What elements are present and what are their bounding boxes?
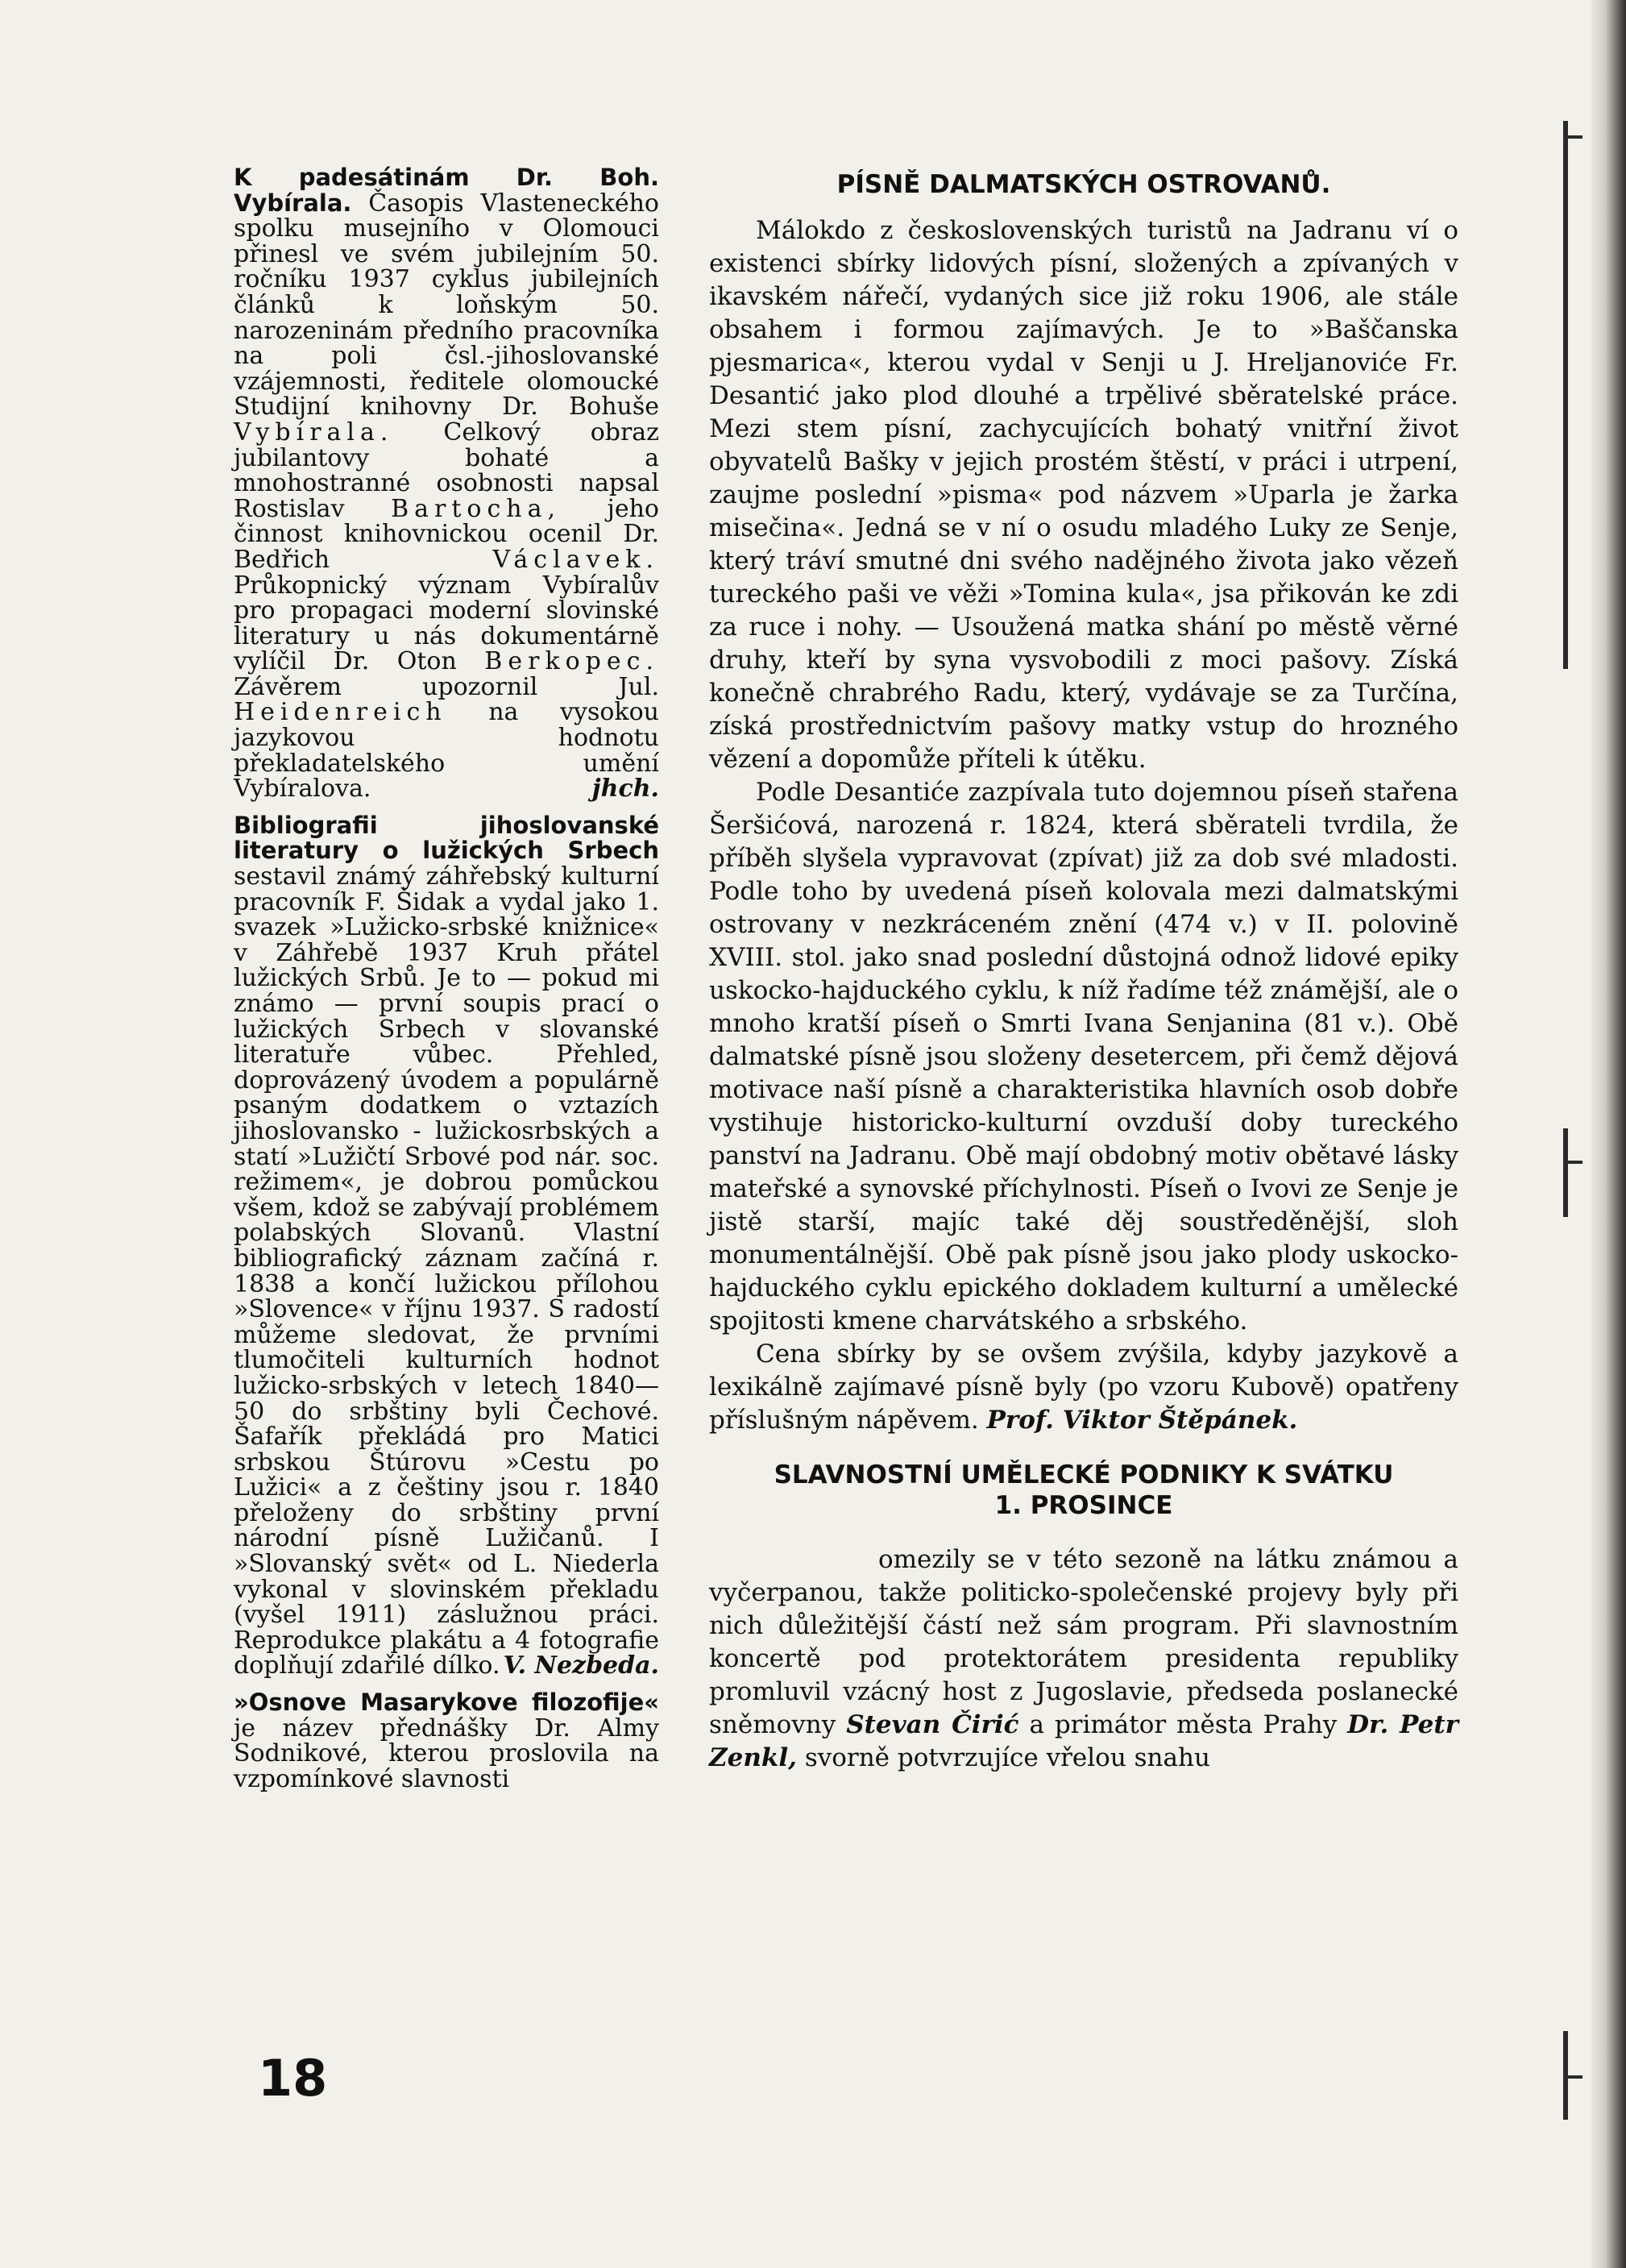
article-lead: »Osnove Masarykove filozofije« [234, 1689, 659, 1717]
article-lead: K padesátinám Dr. Boh. Vybírala. [234, 164, 659, 217]
person-name: Dr. Petr Zenkl, [709, 1710, 1459, 1772]
right-column [709, 169, 1458, 1775]
person-name: Bartocha, [391, 494, 561, 523]
page-binding-edge [1591, 0, 1626, 2268]
heading-line: 1. PROSINCE [994, 1491, 1173, 1520]
margin-mark [1563, 135, 1582, 139]
article-signature: Prof. Viktor Štěpánek. [986, 1406, 1298, 1435]
person-name: Berkopec. [484, 647, 659, 676]
person-name: Václavek. [492, 545, 659, 574]
article-osnove [234, 1690, 659, 1792]
article-vybiral [234, 165, 659, 802]
article-lead: Bibliografii jihoslovanské literatury o lužických Srbech [234, 811, 659, 865]
margin-mark [1563, 1161, 1582, 1164]
paragraph [709, 1338, 1458, 1437]
paragraph-text: Cena sbírky by se ovšem zvýšila, kdyby jazykově a lexikálně zajímavé písně byly (po vzoru Kubově) opatřeny příslušným nápěvem. [709, 1340, 1458, 1435]
article-text: Celkový obraz jubilantovy bohaté a mnohostranné osobnosti napsal Rostislav [234, 417, 659, 523]
paragraph: Málokdo z československých turistů na Jadranu ví o existenci sbírky lidových písní, složených a zpívaných v ikavském nářečí, vydaných sice již roku 1906, ale stále obsahem i formou zajímavých. Je to »Baščanska pjesmarica«, kterou vydal v Senji u J. Hreljanoviće Fr. Desantić jako plod dlouhé a trpělivé sběratelské práce. Mezi stem písní, zachycujících bohatý vnitřní život obyvatelů Bašky v jejich prostém štěstí, v práci i utrpení, zaujme poslední »pisma« pod názvem »Uparla je žarka misečina«. Jedná se v ní o osudu mladého Luky ze Senje, který tráví smutné dni svého nadějného života jako vězeň tureckého paši ve věži »Tomina kula«, jsa přikován ke zdi za ruce i nohy. — Usoužená matka shání po městě věrné druhy, kteří by syna vysvobodili z moci pašovy. Získá konečně chrabrého Radu, který, vydávaje se za Turčína, získá prostřednictvím pašovy matky vstup do hrozného vězení a dopomůže příteli k útěku. [709, 216, 1458, 774]
article-text: na vysokou jazykovou hodnotu překladatelského umění Vybíralova. [234, 698, 659, 804]
article-bibliography [234, 813, 659, 1679]
paragraph-text: omezily se v této sezoně na látku známou a vyčerpanou, takže politicko-společenské projevy byly při nich důležitější částí než sám program. Při slavnostním koncertě pod protektorátem presidenta republiky promluvil vzácný host z Jugoslavie, předseda poslanecké sněmovny [709, 1545, 1458, 1739]
article-text: je název přednášky Dr. Almy Sodnikové, kterou proslovila na vzpomínkové slavnosti [234, 1713, 659, 1793]
margin-rule [1563, 121, 1568, 669]
article-signature: jhch. [591, 775, 659, 804]
paragraph-text: svorně potvrzujíce vřelou snahu [804, 1743, 1210, 1772]
article-text: jeho činnost knihovnickou ocenil Dr. Bedřich [234, 494, 659, 574]
paragraph [709, 1543, 1458, 1775]
person-name: Heidenreich [234, 698, 447, 727]
section-heading [709, 1460, 1458, 1521]
article-text: sestavil známý záhřebský kulturní pracovník F. Šidak a vydal jako 1. svazek »Lužicko-srbské knižnice« v Záhřebě 1937 Kruh přátel lužických Srbů. Je to — pokud mi známo — první soupis prací o lužických Srbech v slovanské literatuře vůbec. Přehled, doprovázený úvodem a populárně psaným dodatkem o vztazích jihoslovansko - lužickosrbských a statí »Lužičtí Srbové pod nár. soc. režimem«, je dobrou pomůckou všem, kdož se zabývají problémem polabských Slovanů. Vlastní bibliografický záznam začíná r. 1838 a končí lužickou přílohou »Slovence« v říjnu 1937. S radostí můžeme sledovat, že prvními tlumočiteli kulturních hodnot lužicko-srbských v letech 1840—50 do srbštiny byli Čechové. Šafařík překládá pro Matici srbskou Štúrovu »Cestu po Lužici« a z češtiny jsou r. 1840 přeloženy do srbštiny první národní písně Lužičanů. I »Slovanský svět« od L. Niederla vykonal v slovinském překladu (vyšel 1911) záslužnou práci. Reprodukce plakátu a 4 fotografie doplňují zdařilé dílko. [234, 862, 659, 1680]
person-name: Stevan Čirić [846, 1710, 1019, 1739]
article-text: Časopis Vlasteneckého spolku musejního v Olomouci přinesl ve svém jubilejním 50. ročníku 1937 cyklus jubilejních článků k loňským 50. narozeninám předního pracovníka na poli čsl.-jihoslovanské vzájemnosti, ředitele olomoucké Studijní knihovny Dr. Bohuše [234, 189, 659, 422]
person-name: Vybírala. [234, 417, 394, 447]
paragraph-text: a primátor města Prahy [1029, 1710, 1338, 1739]
article-text: Průkopnický význam Vybíralův pro propagaci moderní slovinské literatury u nás dokumentárně vylíčil Dr. Oton [234, 571, 659, 676]
paragraph: Podle Desantiće zazpívala tuto dojemnou píseň stařena Šeršićová, narozená r. 1824, která sběrateli tvrdila, že příběh slyšela vypravovat (zpívat) již za dob své mladosti. Podle toho by uvedená píseň kolovala mezi dalmatskými ostrovany v nezkráceném znění (474 v.) v II. polovině XVIII. stol. jako snad poslední důstojná odnož lidové epiky uskocko-hajduckého cyklu, k níž řadíme též známější, ale o mnoho kratší píseň o Smrti Ivana Senjanina (81 v.). Obě dalmatské písně jsou složeny desetercem, při čemž dějová motivace naší písně a charakteristika hlavních osob dobře vystihuje historicko-kulturní ovzduší doby tureckého panství na Jadranu. Obě mají obdobný motiv obětavé lásky mateřské a synovské příchylnosti. Píseň o Ivovi ze Senje je jistě starší, majíc také děj soustředěnější, sloh monumentálnější. Obě pak písně jsou jako plody uskocko-hajduckého cyklu epického dokladem kulturní a umělecké spojitosti kmene charvátského a srbského. [709, 778, 1458, 1335]
article-text: Závěrem upozornil Jul. [234, 672, 659, 701]
margin-rule [1563, 1128, 1568, 1217]
page-number: 18 [258, 2049, 328, 2108]
margin-mark [1563, 2075, 1582, 2079]
heading-line: SLAVNOSTNÍ UMĚLECKÉ PODNIKY K SVÁTKU [774, 1460, 1394, 1489]
section-heading: PÍSNĚ DALMATSKÝCH OSTROVANŮ. [836, 170, 1331, 199]
article-signature: V. Nezbeda. [503, 1651, 659, 1680]
left-column [234, 165, 659, 1803]
